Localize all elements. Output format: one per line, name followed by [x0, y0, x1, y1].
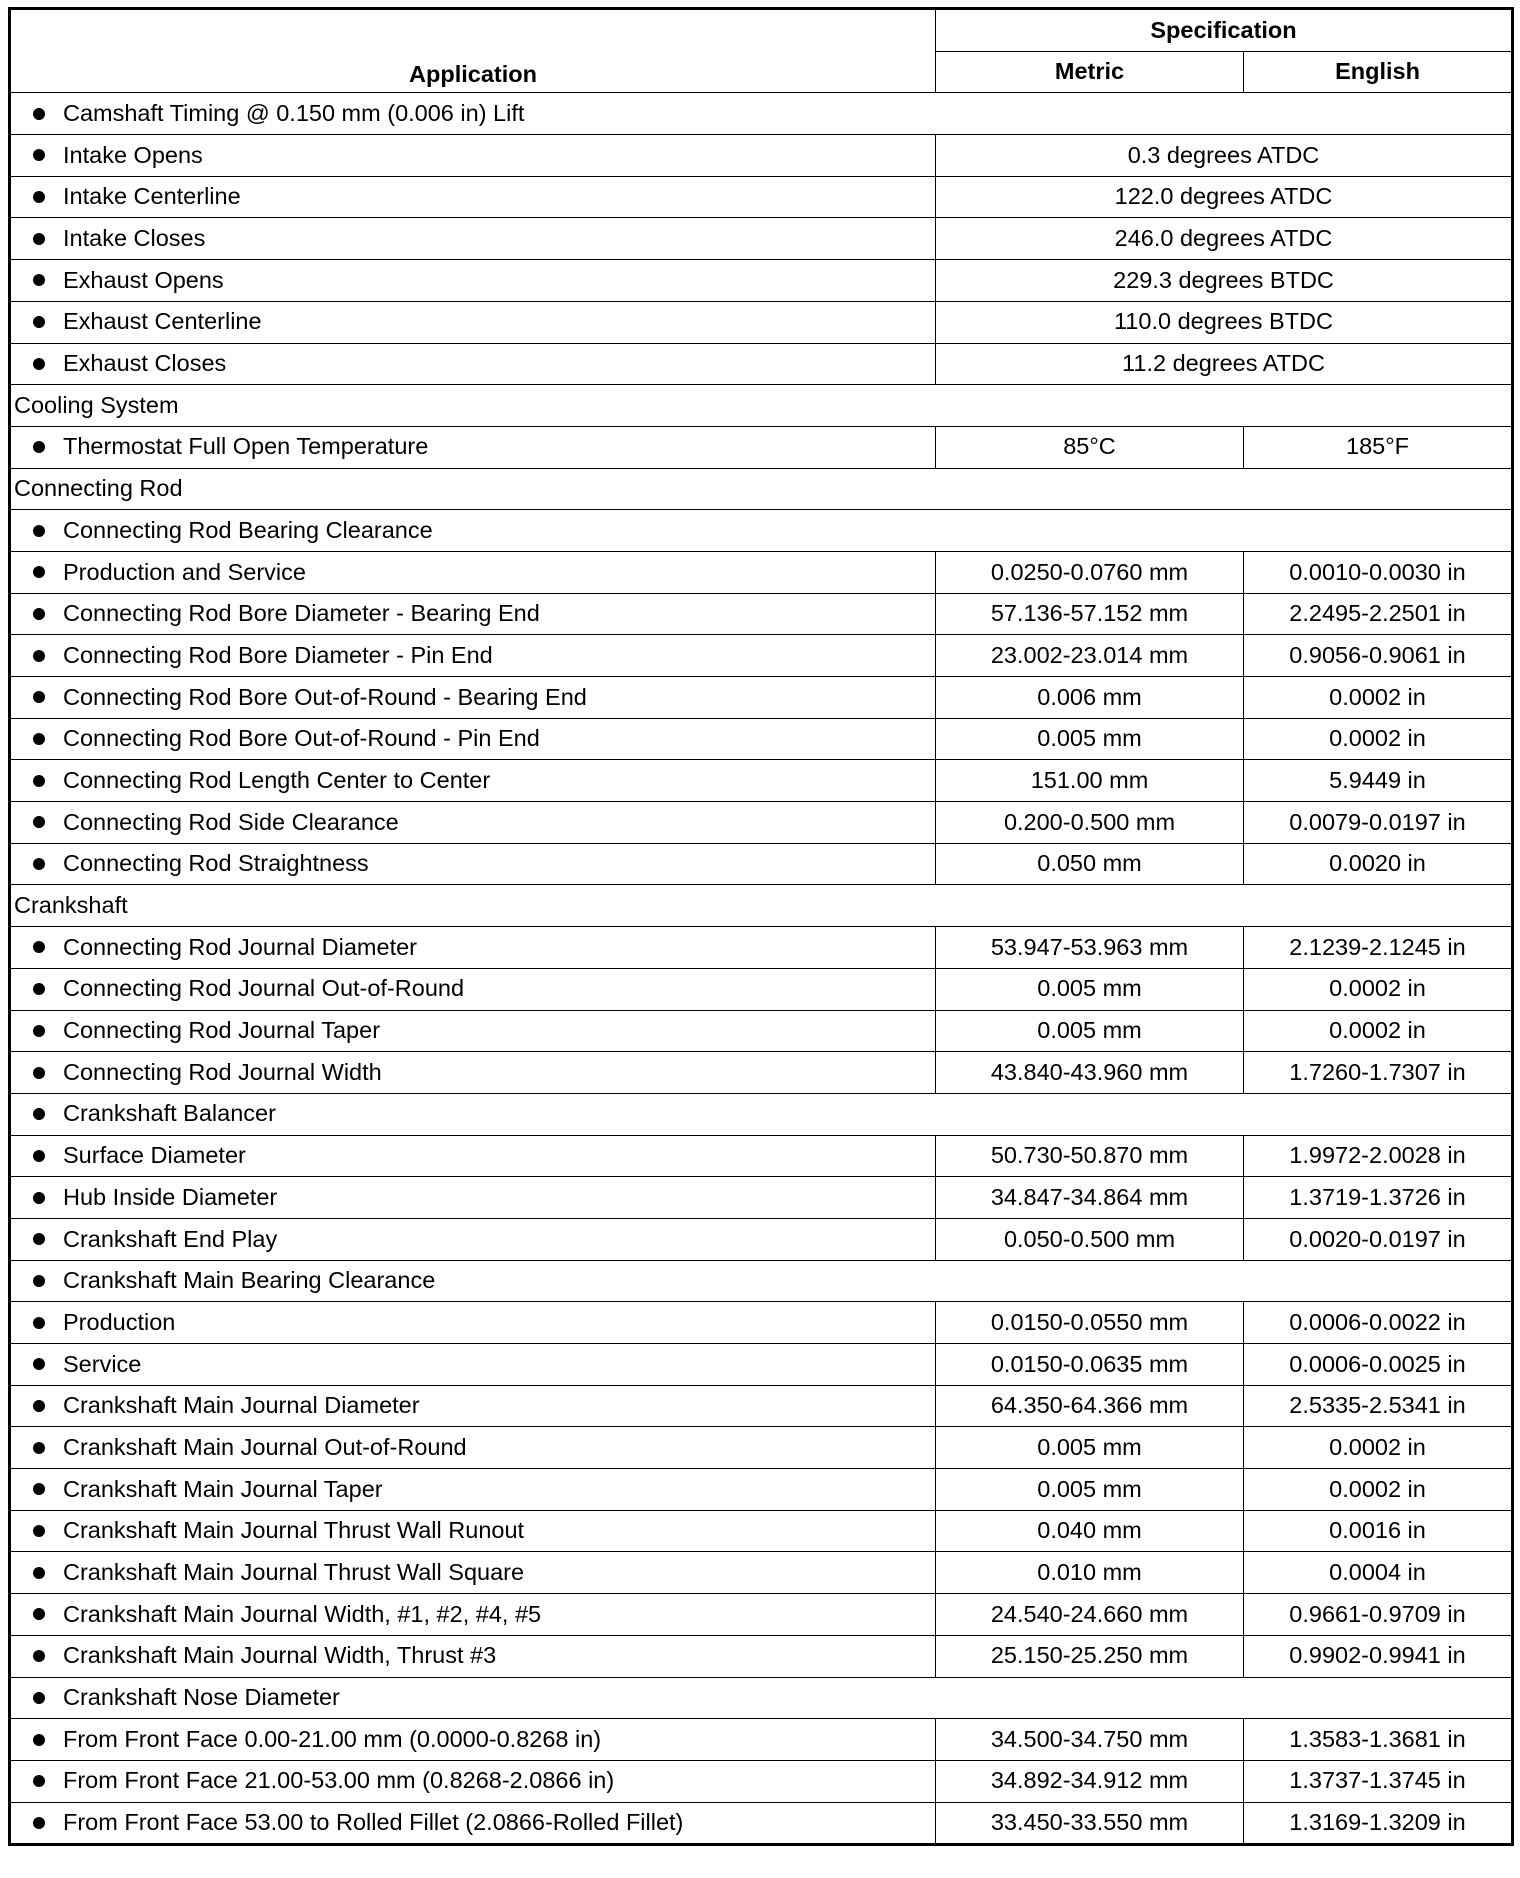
application-cell: [10, 135, 936, 177]
bullet-icon: [33, 1192, 45, 1204]
application-cell: [10, 1469, 936, 1511]
table-row: [10, 1760, 1513, 1802]
application-label: Crankshaft Nose Diameter: [63, 1684, 340, 1711]
application-cell: [10, 176, 936, 218]
metric-value: 23.002-23.014 mm: [936, 635, 1244, 677]
application-label: Production: [63, 1308, 176, 1335]
application-cell: [10, 802, 936, 844]
spec-table: [8, 7, 1514, 1846]
application-label: From Front Face 21.00-53.00 mm (0.8268-2.0866 in): [63, 1767, 615, 1794]
application-label: Connecting Rod Side Clearance: [63, 808, 399, 835]
table-row: [10, 1552, 1513, 1594]
metric-value: 50.730-50.870 mm: [936, 1135, 1244, 1177]
bullet-icon: [33, 1358, 45, 1370]
bullet-icon: [33, 525, 45, 537]
application-cell: [10, 927, 936, 969]
table-row: [10, 1594, 1513, 1636]
application-cell: [10, 551, 936, 593]
table-row: [10, 1385, 1513, 1427]
header-application: Application: [10, 9, 936, 93]
english-value: 0.0002 in: [1244, 677, 1513, 719]
english-value: 185°F: [1244, 426, 1513, 468]
application-label: Connecting Rod Journal Out-of-Round: [63, 975, 465, 1002]
bullet-icon: [33, 1608, 45, 1620]
application-label: Thermostat Full Open Temperature: [63, 433, 429, 460]
english-value: 0.0016 in: [1244, 1510, 1513, 1552]
bullet-icon: [33, 274, 45, 286]
header-specification: Specification: [936, 9, 1513, 52]
metric-value: 0.040 mm: [936, 1510, 1244, 1552]
header-metric: Metric: [936, 51, 1244, 93]
application-cell: [10, 301, 936, 343]
bullet-icon: [33, 441, 45, 453]
bullet-icon: [33, 983, 45, 995]
metric-value: 34.500-34.750 mm: [936, 1719, 1244, 1761]
application-cell: [10, 968, 936, 1010]
english-value: 1.7260-1.7307 in: [1244, 1052, 1513, 1094]
application-cell: [10, 1260, 1513, 1302]
application-label: Connecting Rod Journal Diameter: [63, 933, 417, 960]
application-cell: [10, 843, 936, 885]
application-label: Crankshaft Balancer: [63, 1100, 276, 1127]
application-label: Crankshaft Main Journal Taper: [63, 1475, 383, 1502]
english-value: 0.0006-0.0025 in: [1244, 1344, 1513, 1386]
table-row: [10, 176, 1513, 218]
bullet-icon: [33, 650, 45, 662]
metric-value: 85°C: [936, 426, 1244, 468]
application-label: Connecting Rod Bore Out-of-Round - Pin End: [63, 725, 540, 752]
specification-value: 0.3 degrees ATDC: [936, 135, 1513, 177]
english-value: 0.9661-0.9709 in: [1244, 1594, 1513, 1636]
bullet-icon: [33, 1067, 45, 1079]
table-row: [10, 718, 1513, 760]
english-value: 1.9972-2.0028 in: [1244, 1135, 1513, 1177]
application-label: Crankshaft Main Journal Thrust Wall Square: [63, 1559, 525, 1586]
table-row: [10, 1093, 1513, 1135]
table-row: [10, 593, 1513, 635]
english-value: 0.9056-0.9061 in: [1244, 635, 1513, 677]
application-label: Crankshaft Main Journal Width, #1, #2, #4, #5: [63, 1600, 542, 1627]
bullet-icon: [33, 1692, 45, 1704]
bullet-icon: [33, 858, 45, 870]
application-cell: [10, 1427, 936, 1469]
table-row: [10, 385, 1513, 427]
metric-value: 43.840-43.960 mm: [936, 1052, 1244, 1094]
application-label: From Front Face 0.00-21.00 mm (0.0000-0.8268 in): [63, 1725, 602, 1752]
application-label: Hub Inside Diameter: [63, 1183, 278, 1210]
bullet-icon: [33, 1317, 45, 1329]
metric-value: 33.450-33.550 mm: [936, 1802, 1244, 1845]
application-cell: [10, 1177, 936, 1219]
application-cell: [10, 426, 936, 468]
table-row: [10, 468, 1513, 510]
application-cell: [10, 1344, 936, 1386]
english-value: 0.0002 in: [1244, 968, 1513, 1010]
table-row: [10, 1510, 1513, 1552]
metric-value: 24.540-24.660 mm: [936, 1594, 1244, 1636]
application-cell: [10, 635, 936, 677]
table-header: [10, 9, 1513, 93]
header-english: English: [1244, 51, 1513, 93]
english-value: 0.0006-0.0022 in: [1244, 1302, 1513, 1344]
bullet-icon: [33, 608, 45, 620]
english-value: 0.0020-0.0197 in: [1244, 1218, 1513, 1260]
metric-value: 0.005 mm: [936, 718, 1244, 760]
bullet-icon: [33, 1233, 45, 1245]
bullet-icon: [33, 316, 45, 328]
application-label: Connecting Rod Bore Diameter - Pin End: [63, 641, 493, 668]
application-cell: [10, 1385, 936, 1427]
table-row: [10, 135, 1513, 177]
metric-value: 0.005 mm: [936, 1010, 1244, 1052]
bullet-icon: [33, 1108, 45, 1120]
table-row: [10, 635, 1513, 677]
bullet-icon: [33, 108, 45, 120]
application-cell: [10, 1302, 936, 1344]
table-row: [10, 301, 1513, 343]
application-cell: [10, 218, 936, 260]
application-label: Connecting Rod Journal Width: [63, 1058, 382, 1085]
bullet-icon: [33, 775, 45, 787]
bullet-icon: [33, 1442, 45, 1454]
english-value: 0.0004 in: [1244, 1552, 1513, 1594]
application-label: Crankshaft Main Journal Diameter: [63, 1392, 420, 1419]
english-value: 0.9902-0.9941 in: [1244, 1635, 1513, 1677]
table-row: [10, 1010, 1513, 1052]
bullet-icon: [33, 816, 45, 828]
bullet-icon: [33, 1817, 45, 1829]
metric-value: 0.005 mm: [936, 968, 1244, 1010]
application-cell: [10, 1760, 936, 1802]
bullet-icon: [33, 941, 45, 953]
application-label: Surface Diameter: [63, 1142, 246, 1169]
application-label: Connecting Rod Journal Taper: [63, 1017, 381, 1044]
application-label: Crankshaft End Play: [63, 1225, 278, 1252]
bullet-icon: [33, 149, 45, 161]
application-label: Crankshaft Main Journal Out-of-Round: [63, 1433, 467, 1460]
application-cell: [10, 1052, 936, 1094]
metric-value: 0.006 mm: [936, 677, 1244, 719]
english-value: 1.3169-1.3209 in: [1244, 1802, 1513, 1845]
table-row: [10, 802, 1513, 844]
application-cell: [10, 1594, 936, 1636]
metric-value: 0.005 mm: [936, 1469, 1244, 1511]
application-label: Camshaft Timing @ 0.150 mm (0.006 in) Lift: [63, 99, 525, 126]
metric-value: 34.847-34.864 mm: [936, 1177, 1244, 1219]
application-cell: [10, 1719, 936, 1761]
metric-value: 64.350-64.366 mm: [936, 1385, 1244, 1427]
metric-value: 0.010 mm: [936, 1552, 1244, 1594]
english-value: 0.0020 in: [1244, 843, 1513, 885]
bullet-icon: [33, 566, 45, 578]
bullet-icon: [33, 1025, 45, 1037]
application-label: From Front Face 53.00 to Rolled Fillet (2.0866-Rolled Fillet): [63, 1809, 684, 1836]
metric-value: 0.0150-0.0635 mm: [936, 1344, 1244, 1386]
application-label: Connecting Rod Bore Out-of-Round - Bearing End: [63, 683, 587, 710]
application-cell: [10, 510, 1513, 552]
application-label: Crankshaft Main Journal Thrust Wall Runout: [63, 1517, 525, 1544]
application-cell: [10, 1093, 1513, 1135]
bullet-icon: [33, 358, 45, 370]
english-value: 0.0002 in: [1244, 1427, 1513, 1469]
application-label: Production and Service: [63, 558, 306, 585]
table-row: [10, 1677, 1513, 1719]
application-cell: [10, 1635, 936, 1677]
bullet-icon: [33, 1483, 45, 1495]
english-value: 0.0002 in: [1244, 718, 1513, 760]
metric-value: 34.892-34.912 mm: [936, 1760, 1244, 1802]
section-heading: Crankshaft: [10, 885, 1513, 927]
application-label: Connecting Rod Length Center to Center: [63, 766, 491, 793]
application-cell: [10, 1552, 936, 1594]
bullet-icon: [33, 691, 45, 703]
specification-value: 229.3 degrees BTDC: [936, 260, 1513, 302]
table-row: [10, 1052, 1513, 1094]
specification-value: 122.0 degrees ATDC: [936, 176, 1513, 218]
application-cell: [10, 593, 936, 635]
table-row: [10, 1635, 1513, 1677]
metric-value: 53.947-53.963 mm: [936, 927, 1244, 969]
bullet-icon: [33, 233, 45, 245]
table-row: [10, 760, 1513, 802]
bullet-icon: [33, 191, 45, 203]
section-heading: Connecting Rod: [10, 468, 1513, 510]
application-cell: [10, 1677, 1513, 1719]
application-label: Exhaust Opens: [63, 266, 224, 293]
english-value: 0.0010-0.0030 in: [1244, 551, 1513, 593]
table-row: [10, 1177, 1513, 1219]
application-cell: [10, 718, 936, 760]
table-row: [10, 885, 1513, 927]
table-row: [10, 343, 1513, 385]
metric-value: 57.136-57.152 mm: [936, 593, 1244, 635]
application-cell: [10, 93, 1513, 135]
application-cell: [10, 760, 936, 802]
table-row: [10, 218, 1513, 260]
table-row: [10, 1135, 1513, 1177]
english-value: 2.1239-2.1245 in: [1244, 927, 1513, 969]
table-row: [10, 1719, 1513, 1761]
application-label: Connecting Rod Bore Diameter - Bearing End: [63, 600, 540, 627]
table-row: [10, 1802, 1513, 1845]
table-row: [10, 677, 1513, 719]
english-value: 1.3583-1.3681 in: [1244, 1719, 1513, 1761]
application-cell: [10, 1510, 936, 1552]
metric-value: 0.0250-0.0760 mm: [936, 551, 1244, 593]
english-value: 2.2495-2.2501 in: [1244, 593, 1513, 635]
english-value: 1.3719-1.3726 in: [1244, 1177, 1513, 1219]
table-body: [10, 93, 1513, 1845]
application-cell: [10, 1218, 936, 1260]
section-heading: Cooling System: [10, 385, 1513, 427]
english-value: 0.0002 in: [1244, 1469, 1513, 1511]
english-value: 0.0079-0.0197 in: [1244, 802, 1513, 844]
table-row: [10, 843, 1513, 885]
table-row: [10, 426, 1513, 468]
table-row: [10, 510, 1513, 552]
application-label: Intake Centerline: [63, 183, 241, 210]
metric-value: 0.050-0.500 mm: [936, 1218, 1244, 1260]
metric-value: 0.200-0.500 mm: [936, 802, 1244, 844]
application-cell: [10, 677, 936, 719]
table-row: [10, 927, 1513, 969]
bullet-icon: [33, 1734, 45, 1746]
bullet-icon: [33, 1650, 45, 1662]
table-row: [10, 1427, 1513, 1469]
application-cell: [10, 260, 936, 302]
bullet-icon: [33, 1775, 45, 1787]
english-value: 5.9449 in: [1244, 760, 1513, 802]
metric-value: 0.0150-0.0550 mm: [936, 1302, 1244, 1344]
table-row: [10, 551, 1513, 593]
application-label: Intake Closes: [63, 225, 206, 252]
table-row: [10, 1344, 1513, 1386]
bullet-icon: [33, 1525, 45, 1537]
table-row: [10, 1260, 1513, 1302]
metric-value: 25.150-25.250 mm: [936, 1635, 1244, 1677]
table-row: [10, 93, 1513, 135]
application-cell: [10, 1802, 936, 1845]
table-row: [10, 1469, 1513, 1511]
application-cell: [10, 343, 936, 385]
specification-value: 110.0 degrees BTDC: [936, 301, 1513, 343]
application-label: Connecting Rod Bearing Clearance: [63, 516, 433, 543]
english-value: 1.3737-1.3745 in: [1244, 1760, 1513, 1802]
table-row: [10, 260, 1513, 302]
specification-value: 11.2 degrees ATDC: [936, 343, 1513, 385]
table-row: [10, 1302, 1513, 1344]
application-cell: [10, 1010, 936, 1052]
application-label: Exhaust Centerline: [63, 308, 262, 335]
table-row: [10, 968, 1513, 1010]
english-value: 0.0002 in: [1244, 1010, 1513, 1052]
metric-value: 151.00 mm: [936, 760, 1244, 802]
bullet-icon: [33, 1567, 45, 1579]
application-label: Connecting Rod Straightness: [63, 850, 369, 877]
application-label: Crankshaft Main Bearing Clearance: [63, 1267, 436, 1294]
bullet-icon: [33, 1400, 45, 1412]
specification-value: 246.0 degrees ATDC: [936, 218, 1513, 260]
english-value: 2.5335-2.5341 in: [1244, 1385, 1513, 1427]
bullet-icon: [33, 1275, 45, 1287]
table-row: [10, 1218, 1513, 1260]
metric-value: 0.005 mm: [936, 1427, 1244, 1469]
bullet-icon: [33, 733, 45, 745]
application-label: Service: [63, 1350, 142, 1377]
application-label: Exhaust Closes: [63, 350, 227, 377]
application-label: Crankshaft Main Journal Width, Thrust #3: [63, 1642, 497, 1669]
application-label: Intake Opens: [63, 141, 203, 168]
application-cell: [10, 1135, 936, 1177]
metric-value: 0.050 mm: [936, 843, 1244, 885]
bullet-icon: [33, 1150, 45, 1162]
